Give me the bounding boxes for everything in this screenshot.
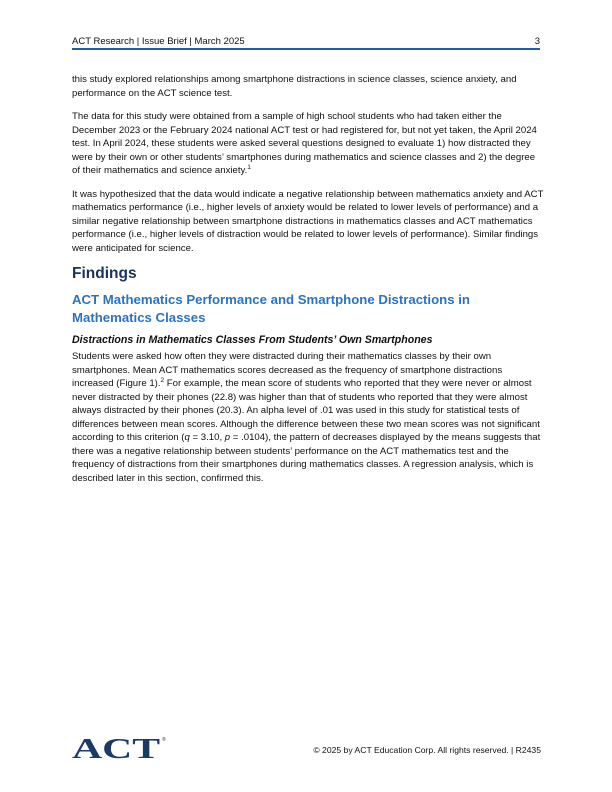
results-text-b: For example, the mean score of students who reported that they were never or almost never distracted by their phones (22.8) was higher than that of students who reported that they were almost always distracted by their phones (20.3). An alpha level of .01 was used in this study for statistical tests of differences between mean scores. Although the difference between these two mean scores was not significant according to this criterion ( — [72, 378, 540, 443]
data-paragraph — [72, 110, 544, 178]
page-number: 3 — [534, 36, 540, 47]
footnote-ref-2[interactable]: 2 — [160, 376, 165, 384]
header-rule — [72, 48, 540, 50]
registered-mark: ® — [162, 737, 166, 743]
results-text-c: = .0104), the pattern of decreases displayed by the means suggests that there was a negative relationship between students’ performance on the ACT mathematics test and the frequency of distractions from their smartphones during mathematics classes. A regression analysis, which is described later in this section, confirmed this. — [72, 432, 541, 484]
hypothesis-paragraph — [72, 188, 544, 256]
copyright-notice: © 2025 by ACT Education Corp. All rights reserved. | R2435 — [313, 745, 541, 755]
act-logo — [72, 732, 172, 762]
footnote-ref-1[interactable]: 1 — [247, 163, 251, 171]
section-heading: ACT Mathematics Performance and Smartphone Distractions in Mathematics Classes — [72, 292, 470, 325]
intro-paragraph — [72, 73, 544, 100]
q-statistic-symbol: q — [184, 432, 190, 443]
intro-text: this study explored relationships among smartphone distractions in science classes, science anxiety, and performance on the ACT science test. — [72, 74, 517, 99]
header-title: ACT Research | Issue Brief | March 2025 — [72, 36, 245, 47]
findings-heading: Findings — [72, 265, 137, 282]
subsection-heading: Distractions in Mathematics Classes From Students’ Own Smartphones — [72, 334, 433, 346]
q-statistic-value: = 3.10, — [189, 432, 225, 443]
page-content — [72, 73, 544, 495]
data-text: The data for this study were obtained from a sample of high school students who had taken either the December 2023 or the February 2024 national ACT test or had registered for, but not yet taken, the April 2024 test. In April 2024, these students were asked several questions designed to evaluate 1) how distracted they were by their own or other students’ smartphones during mathematics and science classes and 2) the degree of their mathematics and science anxiety. — [72, 111, 537, 176]
results-text-a: Students were asked how often they were distracted during their mathematics classes by their own smartphones. Mean ACT mathematics scores decreased as the frequency of smartphone distractions increased (Figure 1). — [72, 351, 503, 389]
act-logo-text: ACT — [72, 733, 160, 762]
hypothesis-text: It was hypothesized that the data would indicate a negative relationship between mathematics anxiety and ACT mathematics performance (i.e., higher levels of anxiety would be related to lower levels of performance) and a similar negative relationship between smartphone distractions in mathematics classes and ACT mathematics performance (i.e., higher levels of distraction would be related to lower levels of performance). Similar findings were anticipated for science. — [72, 188, 544, 254]
p-value-symbol: p — [224, 432, 231, 443]
results-paragraph — [72, 350, 544, 485]
